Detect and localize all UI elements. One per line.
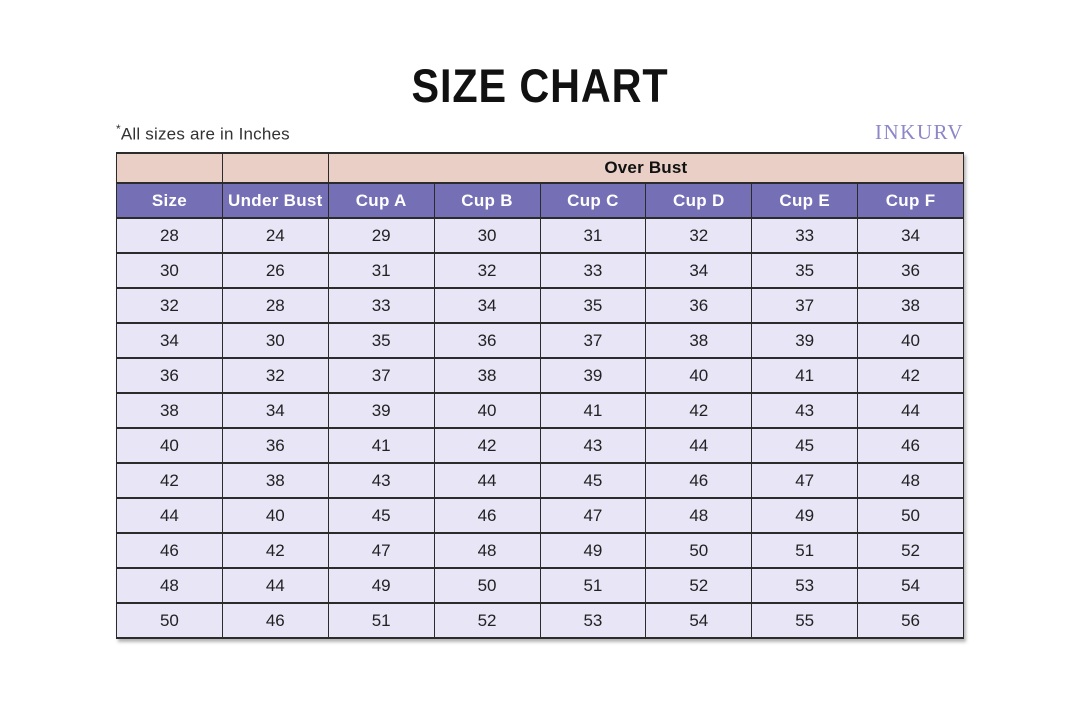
size-cell: 37 [328, 358, 434, 393]
size-cell: 46 [858, 428, 964, 463]
size-cell: 42 [222, 533, 328, 568]
size-cell: 34 [222, 393, 328, 428]
size-cell: 35 [540, 288, 646, 323]
size-cell: 52 [646, 568, 752, 603]
column-header-cup-b: Cup B [434, 183, 540, 218]
table-row [117, 288, 964, 323]
size-cell: 49 [328, 568, 434, 603]
size-cell: 36 [858, 253, 964, 288]
size-cell: 47 [540, 498, 646, 533]
table-row [117, 568, 964, 603]
size-cell: 31 [540, 218, 646, 253]
size-cell: 50 [434, 568, 540, 603]
size-cell: 34 [434, 288, 540, 323]
brand-logo: INKURV [875, 120, 964, 144]
size-cell: 40 [858, 323, 964, 358]
meta-row [116, 119, 964, 145]
size-cell: 41 [328, 428, 434, 463]
table-row [117, 358, 964, 393]
size-cell: 26 [222, 253, 328, 288]
column-header-row [117, 183, 964, 218]
size-cell: 33 [752, 218, 858, 253]
size-cell: 40 [646, 358, 752, 393]
table-row [117, 428, 964, 463]
size-cell: 42 [434, 428, 540, 463]
size-cell: 41 [752, 358, 858, 393]
size-cell: 34 [117, 323, 223, 358]
size-cell: 44 [222, 568, 328, 603]
size-cell: 44 [858, 393, 964, 428]
size-cell: 38 [222, 463, 328, 498]
size-cell: 24 [222, 218, 328, 253]
size-cell: 49 [752, 498, 858, 533]
size-cell: 42 [117, 463, 223, 498]
column-header-cup-d: Cup D [646, 183, 752, 218]
size-cell: 50 [858, 498, 964, 533]
size-cell: 31 [328, 253, 434, 288]
table-row [117, 603, 964, 638]
size-cell: 48 [117, 568, 223, 603]
table-row [117, 393, 964, 428]
page-title-text: SIZE CHART [411, 59, 669, 112]
size-cell: 30 [222, 323, 328, 358]
size-cell: 43 [540, 428, 646, 463]
size-cell: 48 [858, 463, 964, 498]
size-cell: 51 [540, 568, 646, 603]
size-cell: 32 [646, 218, 752, 253]
size-cell: 38 [117, 393, 223, 428]
size-cell: 42 [646, 393, 752, 428]
size-cell: 38 [434, 358, 540, 393]
size-cell: 36 [222, 428, 328, 463]
size-cell: 28 [222, 288, 328, 323]
size-cell: 39 [540, 358, 646, 393]
size-cell: 45 [328, 498, 434, 533]
size-cell: 45 [752, 428, 858, 463]
column-header-under-bust: Under Bust [222, 183, 328, 218]
size-cell: 41 [540, 393, 646, 428]
column-header-cup-e: Cup E [752, 183, 858, 218]
size-cell: 48 [646, 498, 752, 533]
size-cell: 51 [752, 533, 858, 568]
size-cell: 46 [117, 533, 223, 568]
over-bust-spacer-underbust [222, 153, 328, 183]
column-header-cup-c: Cup C [540, 183, 646, 218]
size-cell: 38 [858, 288, 964, 323]
size-cell: 34 [646, 253, 752, 288]
over-bust-spacer-size [117, 153, 223, 183]
size-cell: 43 [752, 393, 858, 428]
page-title [0, 0, 1080, 112]
size-cell: 37 [752, 288, 858, 323]
table-row [117, 323, 964, 358]
column-header-cup-f: Cup F [858, 183, 964, 218]
table-row [117, 253, 964, 288]
size-cell: 56 [858, 603, 964, 638]
size-cell: 44 [117, 498, 223, 533]
size-cell: 47 [328, 533, 434, 568]
note-asterisk: * [116, 122, 121, 137]
size-cell: 42 [858, 358, 964, 393]
table-row [117, 498, 964, 533]
size-cell: 35 [752, 253, 858, 288]
size-cell: 40 [222, 498, 328, 533]
size-cell: 39 [328, 393, 434, 428]
size-cell: 36 [117, 358, 223, 393]
size-cell: 52 [858, 533, 964, 568]
size-cell: 47 [752, 463, 858, 498]
size-cell: 54 [646, 603, 752, 638]
sizes-note [116, 122, 290, 145]
note-text: All sizes are in Inches [120, 125, 290, 144]
size-cell: 54 [858, 568, 964, 603]
size-cell: 55 [752, 603, 858, 638]
size-cell: 32 [222, 358, 328, 393]
size-cell: 43 [328, 463, 434, 498]
column-header-cup-a: Cup A [328, 183, 434, 218]
over-bust-header: Over Bust [328, 153, 963, 183]
size-cell: 36 [434, 323, 540, 358]
size-cell: 32 [434, 253, 540, 288]
size-chart-table [116, 152, 964, 639]
size-cell: 40 [434, 393, 540, 428]
table-row [117, 463, 964, 498]
size-cell: 28 [117, 218, 223, 253]
size-cell: 52 [434, 603, 540, 638]
size-cell: 34 [858, 218, 964, 253]
size-cell: 44 [434, 463, 540, 498]
size-cell: 29 [328, 218, 434, 253]
size-cell: 50 [117, 603, 223, 638]
size-cell: 36 [646, 288, 752, 323]
table-row [117, 218, 964, 253]
size-cell: 33 [328, 288, 434, 323]
size-cell: 46 [646, 463, 752, 498]
column-header-size: Size [117, 183, 223, 218]
size-cell: 46 [222, 603, 328, 638]
size-cell: 49 [540, 533, 646, 568]
size-cell: 30 [434, 218, 540, 253]
size-cell: 33 [540, 253, 646, 288]
size-cell: 44 [646, 428, 752, 463]
size-cell: 50 [646, 533, 752, 568]
table-row [117, 533, 964, 568]
size-cell: 53 [540, 603, 646, 638]
over-bust-row [117, 153, 964, 183]
size-cell: 38 [646, 323, 752, 358]
size-cell: 51 [328, 603, 434, 638]
size-cell: 45 [540, 463, 646, 498]
size-cell: 40 [117, 428, 223, 463]
size-cell: 30 [117, 253, 223, 288]
size-cell: 35 [328, 323, 434, 358]
size-cell: 46 [434, 498, 540, 533]
size-table-body [117, 218, 964, 638]
size-cell: 53 [752, 568, 858, 603]
size-cell: 39 [752, 323, 858, 358]
size-cell: 37 [540, 323, 646, 358]
size-cell: 48 [434, 533, 540, 568]
size-cell: 32 [117, 288, 223, 323]
